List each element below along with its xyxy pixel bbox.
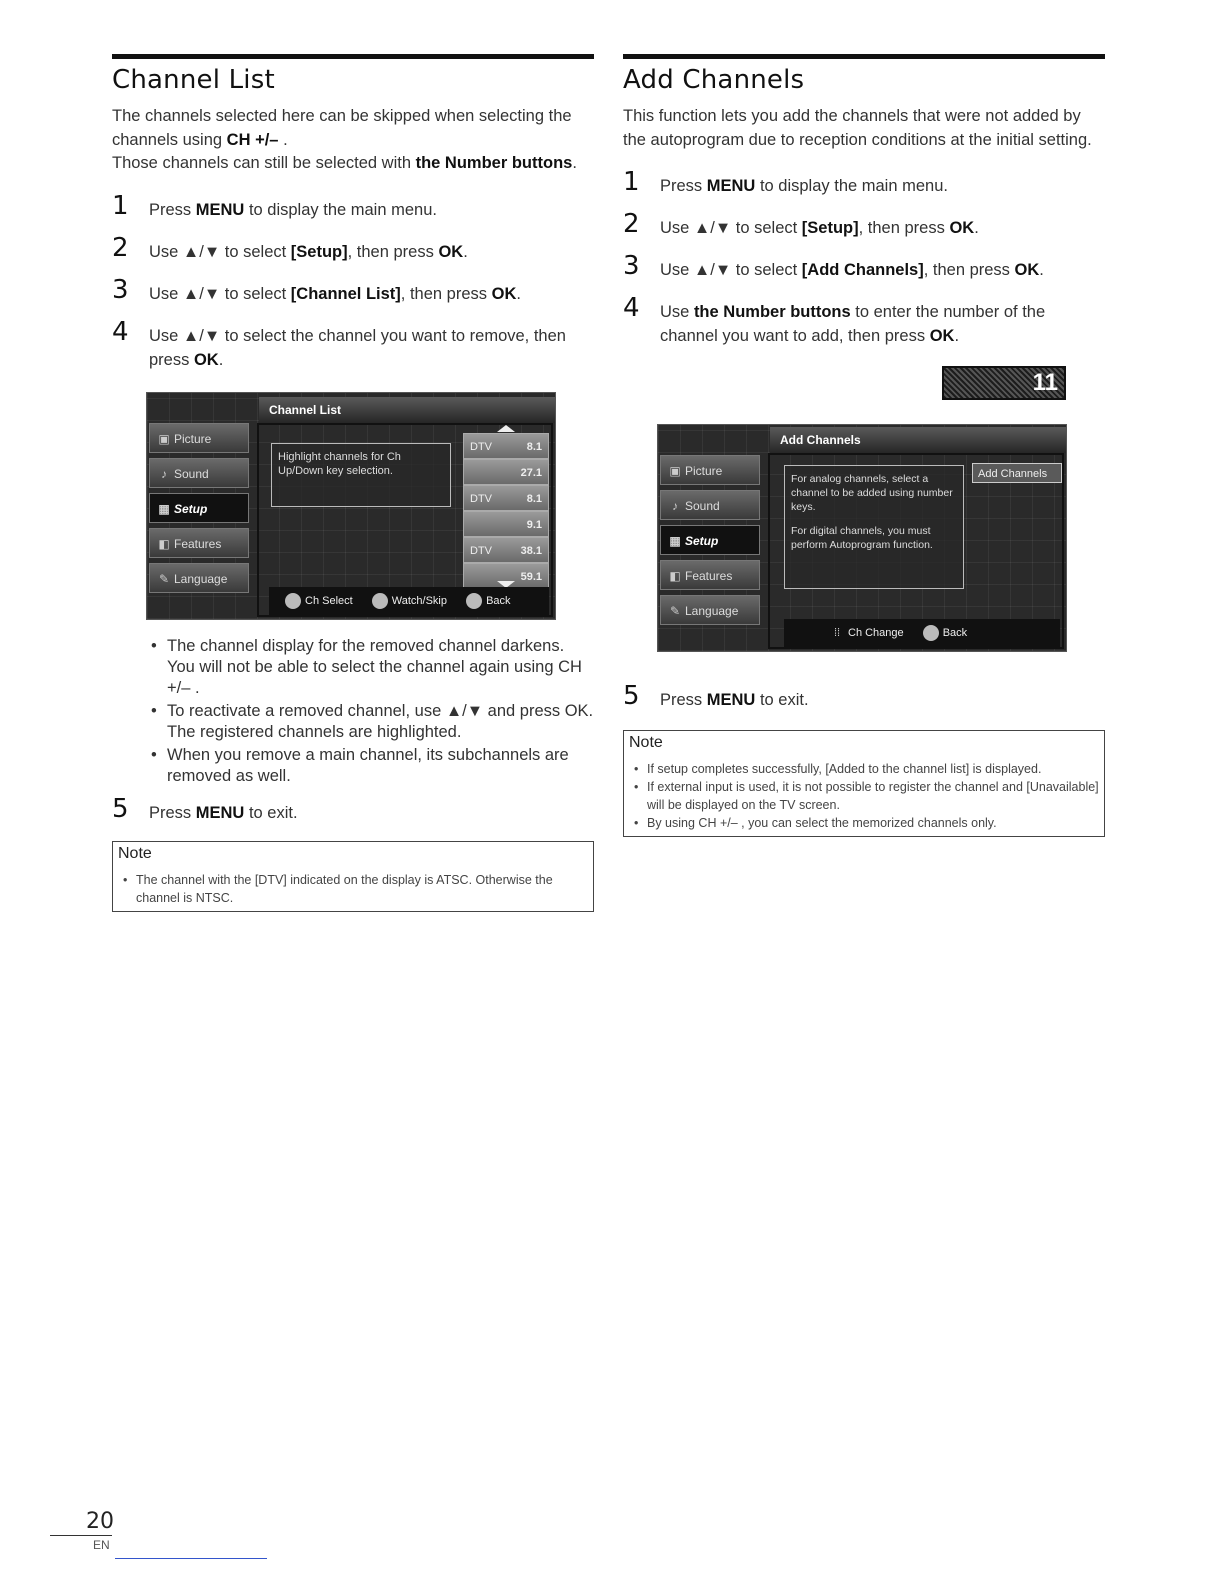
channel-item[interactable]: DTV 8.1: [463, 433, 549, 459]
channel-item[interactable]: DTV 38.1: [463, 537, 549, 563]
page-number-rule: [50, 1535, 112, 1536]
note-item: • If external input is used, it is not possible to register the channel and [Unavailable] will be displayed on the TV screen.: [647, 778, 1099, 814]
channel-item[interactable]: 9.1: [463, 511, 549, 537]
ch-select-hint: Ch Select: [285, 587, 353, 615]
menu-item-setup[interactable]: ▦ Setup: [660, 525, 760, 555]
number-keys-icon: ⁞⁞: [834, 627, 841, 639]
setup-icon: ▦: [158, 501, 170, 516]
step-list: [112, 190, 594, 372]
back-icon: [466, 593, 482, 609]
language-icon: ✎: [669, 604, 681, 618]
side-menu: [658, 425, 762, 651]
screen-footer: [784, 619, 1060, 647]
step: 4 Use the Number buttons to enter the number of the channel you want to add, then press OK.: [623, 293, 1046, 345]
menu-item-sound[interactable]: ♪ Sound: [149, 458, 249, 488]
cursor-icon: [285, 593, 301, 609]
channel-item[interactable]: 27.1: [463, 459, 549, 485]
screen-message: [784, 465, 964, 589]
back-icon: [923, 625, 939, 641]
note-item: • By using CH +/– , you can select the memorized channels only.: [647, 814, 1099, 832]
sound-icon: ♪: [161, 466, 167, 481]
page-number: 20: [86, 1509, 114, 1534]
step-list: [623, 167, 1105, 348]
watch-skip-hint: Watch/Skip: [372, 587, 447, 615]
menu-item-picture[interactable]: ▣ Picture: [660, 455, 760, 485]
back-hint: Back: [923, 619, 967, 647]
intro-text: This function lets you add the channels that were not added by the autoprogram due to reception conditions at the initial setting.: [623, 107, 1092, 149]
note-title: Note: [118, 844, 152, 862]
step: 2 Use ▲/▼ to select [Setup], then press OK.: [623, 209, 979, 239]
channel-item[interactable]: DTV 8.1: [463, 485, 549, 511]
screen-header: Add Channels: [770, 427, 1067, 453]
screen-footer: [269, 587, 549, 615]
features-icon: ◧: [669, 569, 681, 583]
back-hint: Back: [466, 587, 510, 615]
bullet-item: • The channel display for the removed channel darkens. You will not be able to select the channel again using CH +/– .: [167, 636, 594, 699]
menu-item-features[interactable]: ◧ Features: [149, 528, 249, 558]
step: 1 Press MENU to display the main menu.: [623, 167, 948, 197]
note-item: • The channel with the [DTV] indicated on the display is ATSC. Otherwise the channel is NTSC.: [136, 871, 588, 907]
menu-item-setup[interactable]: ▦ Setup: [149, 493, 249, 523]
result-bullets: [112, 636, 594, 787]
menu-item-features[interactable]: ◧ Features: [660, 560, 760, 590]
step: 4 Use ▲/▼ to select the channel you want to remove, then press OK.: [112, 316, 566, 369]
setup-icon: ▦: [669, 534, 681, 548]
language-icon: ✎: [158, 571, 170, 586]
features-icon: ◧: [158, 536, 170, 551]
screen-message: Highlight channels for Ch Up/Down key selection.: [271, 443, 451, 507]
decorative-line: [115, 1558, 267, 1559]
scroll-up-icon[interactable]: [497, 425, 515, 432]
step: 2 Use ▲/▼ to select [Setup], then press OK.: [112, 232, 468, 263]
section-title: Add Channels: [623, 65, 805, 95]
picture-icon: ▣: [158, 431, 170, 446]
intro-text: The channels selected here can be skipped when selecting the channels using CH +/– . Those channels can still be selected with the Number buttons.: [112, 107, 577, 172]
note-box: [623, 730, 1105, 837]
screen-wrapper: [623, 366, 1105, 676]
add-channels-section: [623, 54, 1105, 837]
sound-icon: ♪: [672, 499, 678, 513]
screen-header: Channel List: [259, 397, 556, 423]
section-rule: [623, 54, 1105, 59]
bullet-item: • When you remove a main channel, its subchannels are removed as well.: [167, 745, 594, 787]
channel-number-badge: 11: [942, 366, 1066, 400]
add-channels-label[interactable]: Add Channels: [972, 463, 1062, 483]
note-title: Note: [629, 734, 663, 751]
menu-item-language[interactable]: ✎ Language: [660, 595, 760, 625]
digital-message: For digital channels, you must perform Autoprogram function.: [791, 525, 933, 551]
ok-icon: [372, 593, 388, 609]
channel-list-screen: [146, 392, 556, 620]
add-channels-screen: [657, 424, 1067, 652]
menu-item-picture[interactable]: ▣ Picture: [149, 423, 249, 453]
menu-item-sound[interactable]: ♪ Sound: [660, 490, 760, 520]
step: 5 Press MENU to exit.: [112, 793, 298, 824]
step: 1 Press MENU to display the main menu.: [112, 190, 437, 221]
channel-list-section: [112, 54, 594, 912]
step: 5 Press MENU to exit.: [623, 681, 809, 711]
picture-icon: ▣: [669, 464, 681, 478]
ch-change-hint: ⁞⁞ Ch Change: [834, 619, 904, 647]
analog-message: For analog channels, select a channel to be added using number keys.: [791, 473, 953, 513]
side-menu: [147, 393, 251, 619]
step: 3 Use ▲/▼ to select [Add Channels], then press OK.: [623, 251, 1044, 281]
channel-item[interactable]: 59.1: [463, 563, 549, 589]
bullet-item: • To reactivate a removed channel, use ▲/▼ and press OK. The registered channels are highlighted.: [167, 701, 594, 743]
language-code: EN: [93, 1538, 110, 1552]
step: 3 Use ▲/▼ to select [Channel List], then press OK.: [112, 274, 521, 305]
note-item: • If setup completes successfully, [Added to the channel list] is displayed.: [647, 760, 1099, 778]
screen-wrapper: [112, 390, 594, 622]
section-title: Channel List: [112, 65, 275, 95]
note-box: [112, 841, 594, 912]
menu-item-language[interactable]: ✎ Language: [149, 563, 249, 593]
section-rule: [112, 54, 594, 59]
